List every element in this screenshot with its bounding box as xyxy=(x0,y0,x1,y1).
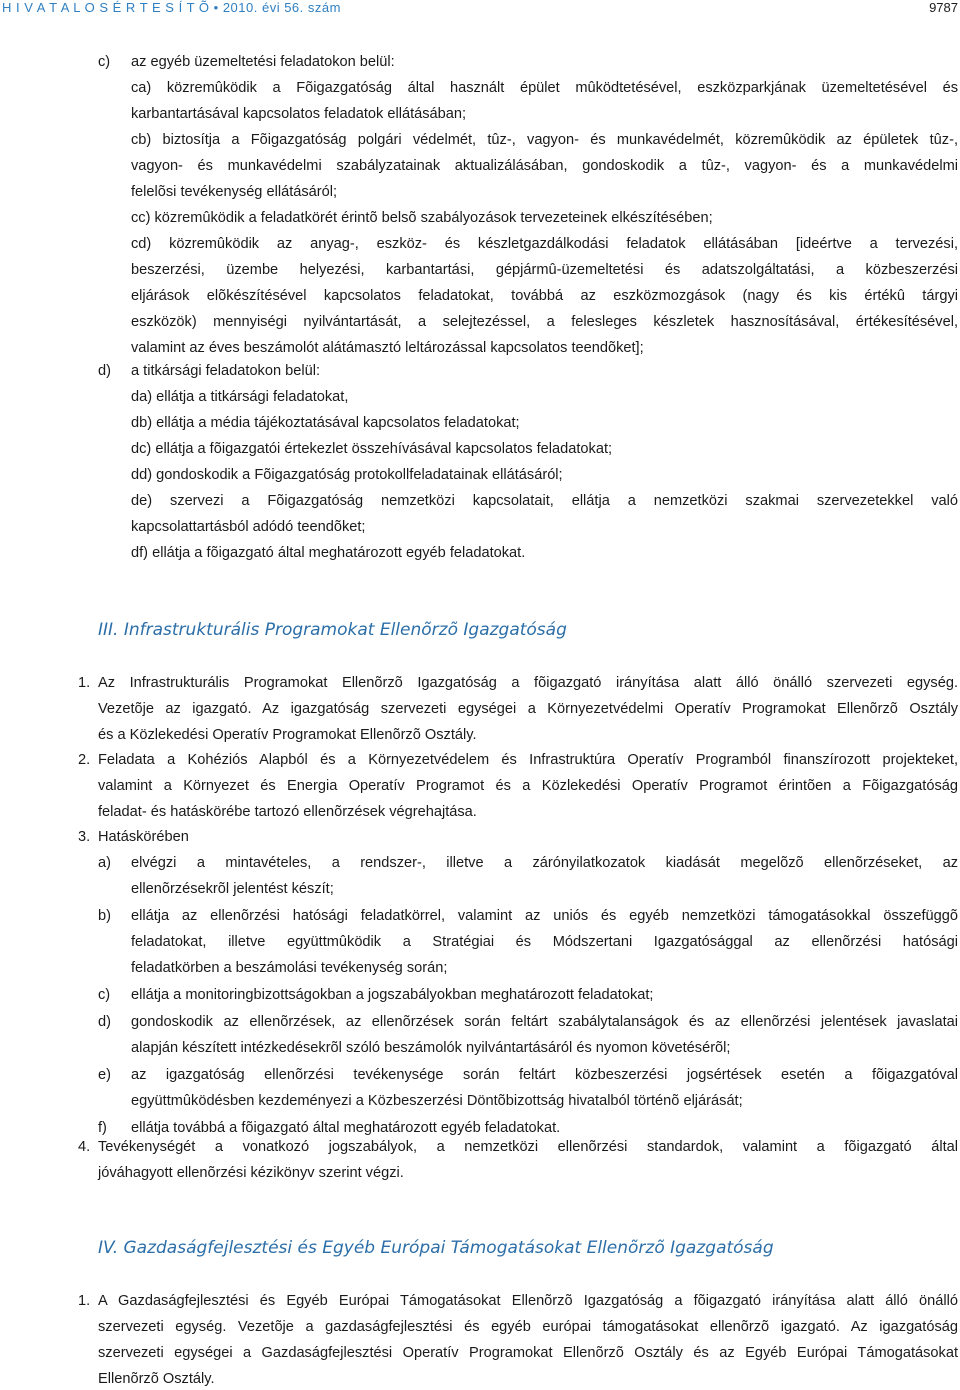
journal-title: H I V A T A L O S É R T E S Í T Õ xyxy=(2,0,210,15)
page-header xyxy=(0,0,960,20)
paragraph-line: Vezetõje az igazgató. Az igazgatóság szervezeti egységei a Környezetvédelmi Operatív Programokat Ellenõrzõ Osztály xyxy=(98,701,958,717)
list-marker: e) xyxy=(98,1067,111,1083)
list-item-line: eljárások elõkészítésével kapcsolatos feladatokat, továbbá az eszközmozgások (nagy és kis értékû tárgyi xyxy=(131,288,958,304)
list-item-line: cb) biztosítja a Fõigazgatóság polgári védelmét, tûz-, vagyon- és munkavédelmét, közremûködik az épületek tûz-, xyxy=(131,132,958,148)
list-item-line: együttmûködésben kezdeményezi a Közbeszerzési Döntõbizottság hivatalból történõ eljárását; xyxy=(131,1093,743,1109)
list-marker: b) xyxy=(98,908,111,924)
list-marker: c) xyxy=(98,987,111,1003)
separator: • xyxy=(213,0,219,15)
running-head xyxy=(2,0,341,16)
list-item-line: cd) közremûködik az anyag-, eszköz- és készletgazdálkodási feladatok ellátásában [ideértve a tervezési, xyxy=(131,236,958,252)
list-item-line: a titkársági feladatokon belül: xyxy=(131,363,321,379)
list-item-line: elvégzi a mintavételes, a rendszer-, illetve a zárónyilatkozatok kiadását megelõzõ ellenõrzéseket, az xyxy=(131,855,958,871)
paragraph-line: szervezeti egységei a Gazdaságfejlesztési Operatív Programokat Ellenõrzõ Osztály és az Egyéb Európai Támogatásokat xyxy=(98,1345,958,1361)
list-item-line: db) ellátja a média tájékoztatásával kapcsolatos feladatokat; xyxy=(131,415,520,431)
list-item-line: ellenõrzésekrõl jelentést készít; xyxy=(131,881,334,897)
paragraph-line: Az Infrastrukturális Programokat Ellenõrzõ Igazgatóság a fõigazgató irányítása alatt álló önálló szervezeti egység. xyxy=(98,675,958,691)
paragraph-line: valamint a Környezet és Energia Operatív Programot és a Közlekedési Operatív Programot érintõen a Fõigazgatóság xyxy=(98,778,958,794)
section-title: III. Infrastrukturális Programokat Ellenõrzõ Igazgatóság xyxy=(98,620,567,640)
list-item-line: dc) ellátja a fõigazgatói értekezlet összehívásával kapcsolatos feladatokat; xyxy=(131,441,613,457)
list-item-line: felelõsi tevékenység ellátásáról; xyxy=(131,184,338,200)
paragraph-number: 2. xyxy=(78,752,91,768)
list-item-line: ellátja a monitoringbizottságokban a jogszabályokban meghatározott feladatokat; xyxy=(131,987,654,1003)
paragraph-heading: Hatáskörében xyxy=(98,829,189,845)
list-marker: f) xyxy=(98,1120,107,1136)
list-item-line: eszközök) mennyiségi nyilvántartását, a selejtezéssel, a felesleges készletek hasznosításával, értékesítésével, xyxy=(131,314,958,330)
list-item-line: vagyon- és munkavédelmi szabályzatainak aktualizálásában, gondoskodik a tûz-, vagyon- és a munkavédelmi xyxy=(131,158,958,174)
list-item-line: ellátja továbbá a fõigazgató által meghatározott egyéb feladatokat. xyxy=(131,1120,561,1136)
list-marker: c) xyxy=(98,54,111,70)
paragraph-number: 4. xyxy=(78,1139,91,1155)
paragraph-line: és a Közlekedési Operatív Programokat Ellenõrzõ Osztály. xyxy=(98,727,477,743)
list-marker: d) xyxy=(98,1014,111,1030)
list-marker: d) xyxy=(98,363,111,379)
list-item-line: az egyéb üzemeltetési feladatokon belül: xyxy=(131,54,395,70)
paragraph-line: feladat- és hatáskörébe tartozó ellenõrzések végrehajtása. xyxy=(98,804,477,820)
paragraph-number: 1. xyxy=(78,675,91,691)
list-marker: a) xyxy=(98,855,111,871)
list-item-line: beszerzési, üzembe helyezési, karbantartási, gépjármû-üzemeltetési és adatszolgáltatási, a közbeszerzési xyxy=(131,262,958,278)
list-item-line: ca) közremûködik a Fõigazgatóság által használt épület mûködtetésével, eszközparkjának üzemeltetésével és xyxy=(131,80,958,96)
paragraph-number: 3. xyxy=(78,829,91,845)
paragraph-line: Ellenõrzõ Osztály. xyxy=(98,1371,215,1387)
list-item-line: df) ellátja a fõigazgató által meghatározott egyéb feladatokat. xyxy=(131,545,526,561)
list-item-line: da) ellátja a titkársági feladatokat, xyxy=(131,389,349,405)
paragraph-line: A Gazdaságfejlesztési és Egyéb Európai Támogatásokat Ellenõrzõ Igazgatóság a fõigazgató irányítása alatt álló önálló xyxy=(98,1293,958,1309)
section-title: IV. Gazdaságfejlesztési és Egyéb Európai Támogatásokat Ellenõrzõ Igazgatóság xyxy=(98,1238,774,1258)
list-item-line: feladatokat, illetve együttmûködik a Stratégiai és Módszertani Igazgatósággal az ellenõrzési hatósági xyxy=(131,934,958,950)
list-item-line: kapcsolattartásból adódó teendõket; xyxy=(131,519,366,535)
list-item-line: gondoskodik az ellenõrzések, az ellenõrzések során feltárt szabálytalanságok és az ellenõrzési jelentések javaslatai xyxy=(131,1014,958,1030)
paragraph-line: jóváhagyott ellenõrzési kézikönyv szerint végzi. xyxy=(98,1165,404,1181)
paragraph-line: Feladata a Kohéziós Alapból és a Környezetvédelem és Infrastruktúra Operatív Programból finanszírozott projekteket, xyxy=(98,752,958,768)
paragraph-line: Tevékenységét a vonatkozó jogszabályok, a nemzetközi ellenõrzési standardok, valamint a fõigazgató által xyxy=(98,1139,958,1155)
list-item-line: ellátja az ellenõrzési hatósági feladatkörrel, valamint az uniós és egyéb nemzetközi támogatásokkal összefüggõ xyxy=(131,908,958,924)
list-item-line: de) szervezi a Fõigazgatóság nemzetközi kapcsolatait, ellátja a nemzetközi szakmai szervezetekkel való xyxy=(131,493,958,509)
list-item-line: feladatkörben a beszámolási tevékenység során; xyxy=(131,960,448,976)
list-item-line: cc) közremûködik a feladatkörét érintõ belsõ szabályozások tervezeteinek elkészítésében; xyxy=(131,210,713,226)
paragraph-line: szervezeti egység. Vezetõje a gazdaságfejlesztési és egyéb európai támogatásokat ellenõrzõ igazgató. Az igazgatóság xyxy=(98,1319,958,1335)
list-item-line: valamint az éves beszámolót alátámasztó leltározással kapcsolatos teendõket]; xyxy=(131,340,644,356)
issue-label: 2010. évi 56. szám xyxy=(222,0,341,15)
list-item-line: alapján készített intézkedésekrõl szóló beszámolók nyilvántartásáról és nyomon követésérõl; xyxy=(131,1040,731,1056)
list-item-line: dd) gondoskodik a Fõigazgatóság protokollfeladatainak ellátásáról; xyxy=(131,467,563,483)
list-item-line: karbantartásával kapcsolatos feladatok ellátásában; xyxy=(131,106,467,122)
page-number: 9787 xyxy=(929,0,958,15)
list-item-line: az igazgatóság ellenõrzési tevékenysége során feltárt közbeszerzési jogsértések esetén a fõigazgatóval xyxy=(131,1067,958,1083)
paragraph-number: 1. xyxy=(78,1293,91,1309)
